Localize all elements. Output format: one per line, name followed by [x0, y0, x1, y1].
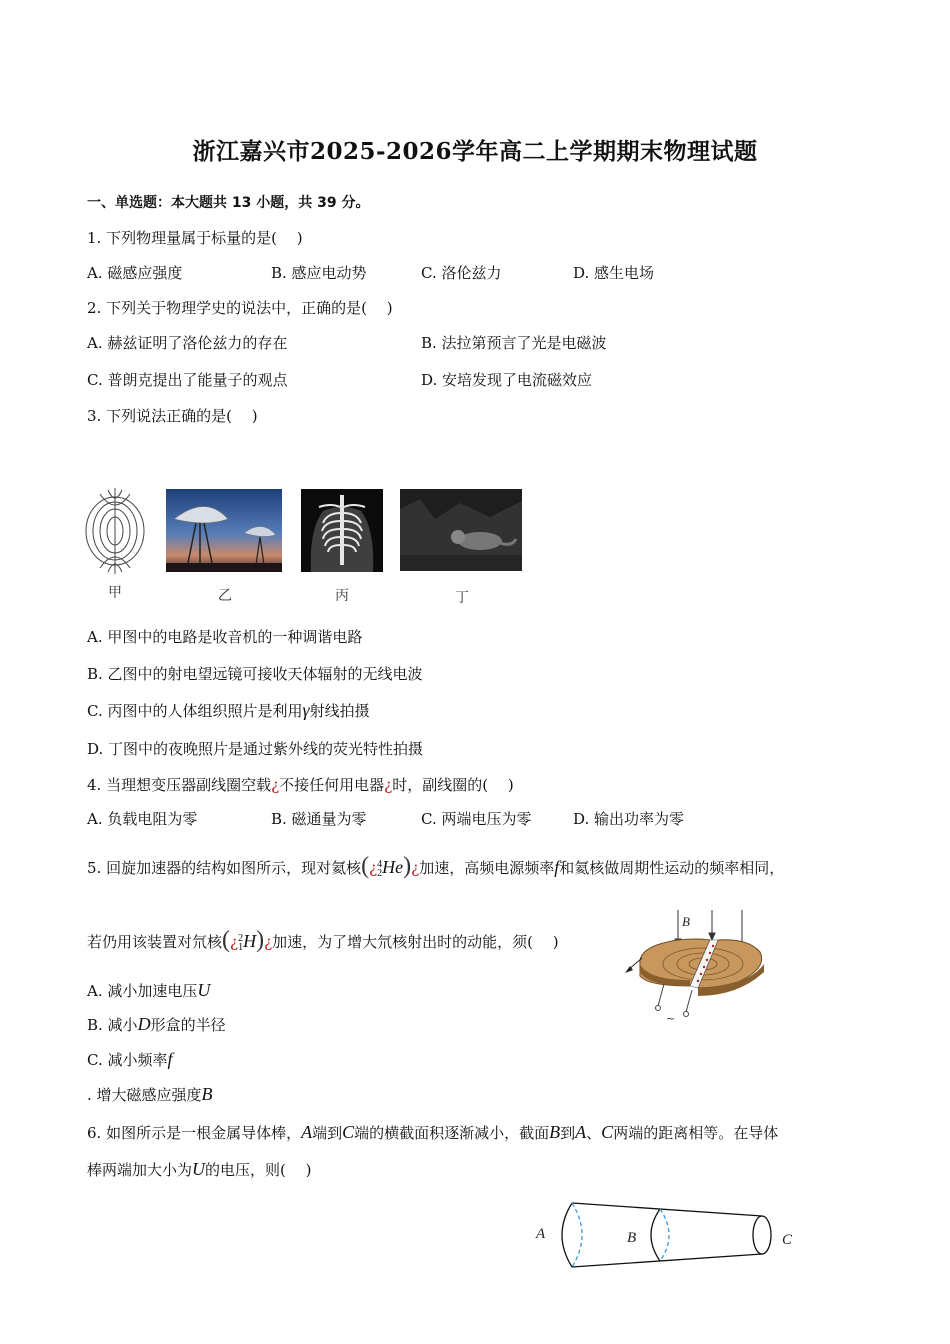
q6-to-1: 端到	[312, 1124, 343, 1142]
q4-option-d: D. 输出功率为零	[573, 810, 685, 828]
open-paren: (	[361, 853, 370, 879]
q4-stem-mid: 不接任何用电器	[279, 776, 385, 794]
q4-option-c: C. 两端电压为零	[421, 810, 532, 828]
field-symbol: B	[201, 1084, 213, 1104]
q5-line1	[87, 853, 785, 879]
d-symbol: D	[137, 1014, 151, 1034]
h-charge-number: 1	[238, 942, 244, 953]
q4-stem	[87, 775, 514, 795]
q2-option-b: B. 法拉第预言了光是电磁波	[421, 334, 607, 352]
q1-option-b: B. 感应电动势	[271, 264, 367, 282]
q6-line1-pre: 6. 如图所示是一根金属导体棒，	[87, 1124, 302, 1142]
q4-stem-pre: 4. 当理想变压器副线圈空载	[87, 776, 272, 794]
end-c-symbol-2: C	[601, 1122, 614, 1142]
q1-option-d: D. 感生电场	[573, 264, 655, 282]
q5-option-b-post: 形盒的半径	[150, 1016, 226, 1034]
q1-stem: 1. 下列物理量属于标量的是( )	[87, 229, 303, 247]
voltage-symbol: U	[197, 980, 211, 1000]
q5-render-error-2: ¿	[411, 859, 420, 877]
rod-label-c: C	[782, 1232, 793, 1248]
night-photo	[400, 489, 522, 571]
q3-option-b: B. 乙图中的射电望远镜可接收天体辐射的无线电波	[87, 665, 423, 683]
q3-option-c-post: 射线拍摄	[309, 702, 370, 720]
rod-label-b: B	[627, 1230, 637, 1246]
page-title: 浙江嘉兴市2025-2026学年高二上学期期末物理试题	[192, 138, 758, 165]
close-paren: )	[256, 927, 265, 953]
q3-option-a: A. 甲图中的电路是收音机的一种调谐电路	[87, 628, 363, 646]
section-heading: 一、单选题：本大题共 13 小题，共 39 分。	[87, 195, 370, 211]
q3-option-c	[87, 700, 370, 721]
q4-stem-post: 时，副线圈的( )	[392, 776, 514, 794]
q5-option-b	[87, 1014, 226, 1035]
q5-line2-pre: 若仍用该装置对氘核	[87, 933, 223, 951]
q5-option-d	[87, 1084, 213, 1105]
q6-to-2: 到	[560, 1124, 576, 1142]
q4-render-error-1: ¿	[271, 776, 280, 794]
q4-option-a: A. 负载电阻为零	[87, 810, 198, 828]
q5-option-a	[87, 980, 210, 1001]
q4-option-b: B. 磁通量为零	[271, 810, 367, 828]
he-mass-number: 4	[377, 859, 383, 870]
close-paren: )	[403, 853, 412, 879]
q5-option-b-pre: B. 减小	[87, 1016, 138, 1034]
conductor-rod-figure	[530, 1198, 800, 1272]
q2-option-d: D. 安培发现了电流磁效应	[421, 371, 593, 389]
h-mass-number: 2	[238, 933, 244, 944]
q2-option-a: A. 赫兹证明了洛伦兹力的存在	[87, 334, 288, 352]
q6-line2	[87, 1159, 312, 1180]
end-a-symbol: A	[301, 1122, 313, 1142]
cyclotron-figure	[618, 906, 778, 1024]
q5-line1-post: 和氦核做周期性运动的频率相同，	[559, 859, 785, 877]
end-c-symbol: C	[342, 1122, 355, 1142]
field-lines-figure	[84, 488, 146, 574]
q5-option-d-text: . 增大磁感应强度	[87, 1086, 202, 1104]
q5-render-error-4: ¿	[264, 933, 273, 951]
q3-option-d: D. 丁图中的夜晚照片是通过紫外线的荧光特性拍摄	[87, 740, 424, 758]
caption-bing: 丙	[335, 588, 349, 604]
q1-option-a: A. 磁感应强度	[87, 264, 183, 282]
q4-render-error-2: ¿	[384, 776, 393, 794]
gamma-symbol: γ	[302, 700, 310, 720]
q5-option-a-text: A. 减小加速电压	[87, 982, 198, 1000]
q5-render-error-1: ¿	[369, 859, 378, 877]
q3-option-c-pre: C. 丙图中的人体组织照片是利用	[87, 702, 303, 720]
h-symbol: H	[243, 931, 257, 951]
q6-line2-post: 的电压，则( )	[205, 1161, 312, 1179]
q2-option-c: C. 普朗克提出了能量子的观点	[87, 371, 288, 389]
field-b-label: B	[682, 914, 690, 929]
q6-line1-mid: 端的横截面积逐渐减小，截面	[354, 1124, 550, 1142]
radio-telescope-photo	[166, 489, 282, 572]
q6-line2-pre: 棒两端加大小为	[87, 1161, 193, 1179]
frequency-symbol: f	[554, 857, 560, 877]
frequency-symbol-c: f	[167, 1049, 173, 1069]
he-symbol: He	[382, 857, 404, 877]
q5-line2-post: 加速，为了增大氘核射出时的动能，须( )	[272, 933, 559, 951]
caption-yi: 乙	[218, 588, 232, 604]
rod-label-a: A	[536, 1226, 546, 1242]
q1-option-c: C. 洛伦兹力	[421, 264, 502, 282]
end-a-symbol-2: A	[575, 1122, 587, 1142]
ac-source-symbol: ~	[666, 1012, 676, 1024]
section-b-symbol: B	[549, 1122, 561, 1142]
q5-option-c-text: C. 减小频率	[87, 1051, 168, 1069]
q5-render-error-3: ¿	[230, 933, 239, 951]
q5-option-c	[87, 1049, 173, 1070]
caption-ding: 丁	[455, 590, 469, 606]
q2-stem: 2. 下列关于物理学史的说法中，正确的是( )	[87, 299, 393, 317]
q5-line1-mid: 加速，高频电源频率	[419, 859, 555, 877]
q6-sep: 、	[586, 1124, 602, 1142]
voltage-symbol-q6: U	[192, 1159, 206, 1179]
q5-line1-pre: 5. 回旋加速器的结构如图所示，现对氦核	[87, 859, 362, 877]
xray-photo	[301, 489, 383, 572]
q6-line1	[87, 1122, 778, 1143]
q5-line2	[87, 927, 559, 953]
open-paren: (	[222, 927, 231, 953]
caption-jia: 甲	[108, 585, 122, 601]
he-charge-number: 2	[377, 868, 383, 879]
q6-line1-post: 两端的距离相等。在导体	[613, 1124, 779, 1142]
q3-stem: 3. 下列说法正确的是( )	[87, 407, 258, 425]
